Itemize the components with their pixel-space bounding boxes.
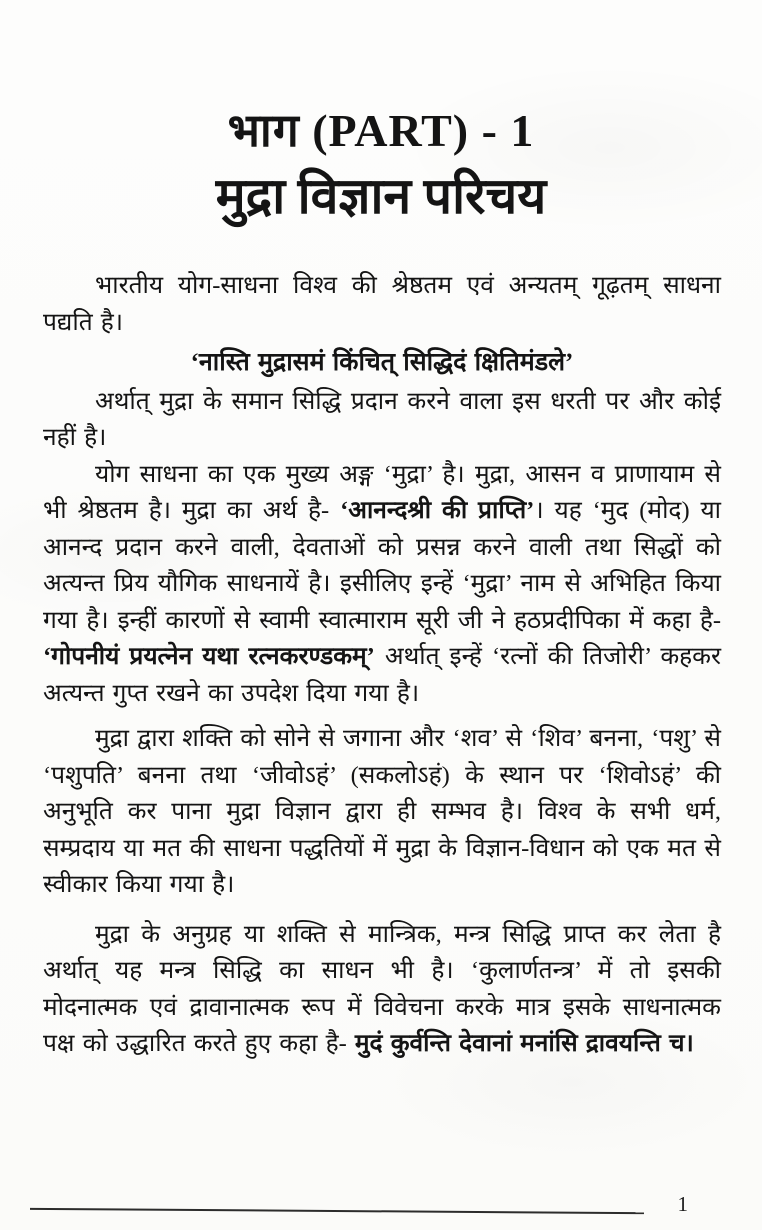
footer-rule bbox=[30, 1208, 644, 1214]
page-number: 1 bbox=[677, 1192, 688, 1216]
sanskrit-quote: ‘नास्ति मुद्रासमं किंचित् सिद्धिदं क्षितिमंडले’ bbox=[190, 349, 574, 376]
paragraph-meaning: अर्थात् मुद्रा के समान सिद्धि प्रदान करने वाला इस धरती पर और कोई नहीं है। bbox=[43, 387, 721, 451]
paragraph-mantra-siddhi: मुद्रा के अनुग्रह या शक्ति से मान्त्रिक, मन्त्र सिद्धि प्राप्त कर लेता है अर्थात् यह मन्त्र सिद्धि का साधन भी है। ‘कुलार्णतन्त्र’ में तो इसकी मोदनात्मक एवं द्रावानात्मक रूप में विवेचना करके मात्र इसके साधनात्मक पक्ष को उद्धारित करते हुए कहा है- मुदं कुर्वन्ति देवानां मनांसि द्रावयन्ति च। bbox=[43, 920, 721, 1057]
paragraph-mudra-definition: योग साधना का एक मुख्य अङ्ग ‘मुद्रा’ है। मुद्रा, आसन व प्राणायाम से भी श्रेष्ठतम है। मुद्रा का अर्थ है- ‘आनन्दश्री की प्राप्ति’। यह ‘मुद (मोद) या आनन्द प्रदान करने वाली, देवताओं को प्रसन्न करने वाली तथा सिद्धों को अत्यन्त प्रिय यौगिक साधनायें है। इसीलिए इन्हें ‘मुद्रा’ नाम से अभिहित किया गया है। इन्हीं कारणों से स्वामी स्वात्माराम सूरी जी ने हठप्रदीपिका में कहा है- ‘गोपनीयं प्रयत्नेन यथा रत्नकरण्डकम्’ अर्थात् इन्हें ‘रत्नों की तिजोरी’ कहकर अत्यन्त गुप्त रखने का उपदेश दिया गया है। bbox=[43, 460, 722, 707]
page-body bbox=[43, 268, 721, 1063]
paragraph-intro: भारतीय योग-साधना विश्व की श्रेष्ठतम एवं अन्यतम् गूढ़तम् साधना पद्यति है। bbox=[43, 272, 721, 336]
page-footer bbox=[0, 1160, 762, 1230]
paragraph-shava-shiva: मुद्रा द्वारा शक्ति को सोने से जगाना और ‘शव’ से ‘शिव’ बनना, ‘पशु’ से ‘पशुपति’ बनना तथा ‘जीवोऽहं’ (सकलोऽहं) के स्थान पर ‘शिवोऽहं’ की अनुभूति कर पाना मुद्रा विज्ञान द्वारा ही सम्भव है। विश्व के सभी धर्म, सम्प्रदाय या मत की साधना पद्धतियों में मुद्रा के विज्ञान-विधान को एक मत से स्वीकार किया गया है। bbox=[43, 725, 721, 898]
part-title: भाग (PART) - 1 bbox=[227, 105, 535, 156]
chapter-title: मुद्रा विज्ञान परिचय bbox=[215, 167, 547, 224]
page-header bbox=[0, 0, 762, 226]
